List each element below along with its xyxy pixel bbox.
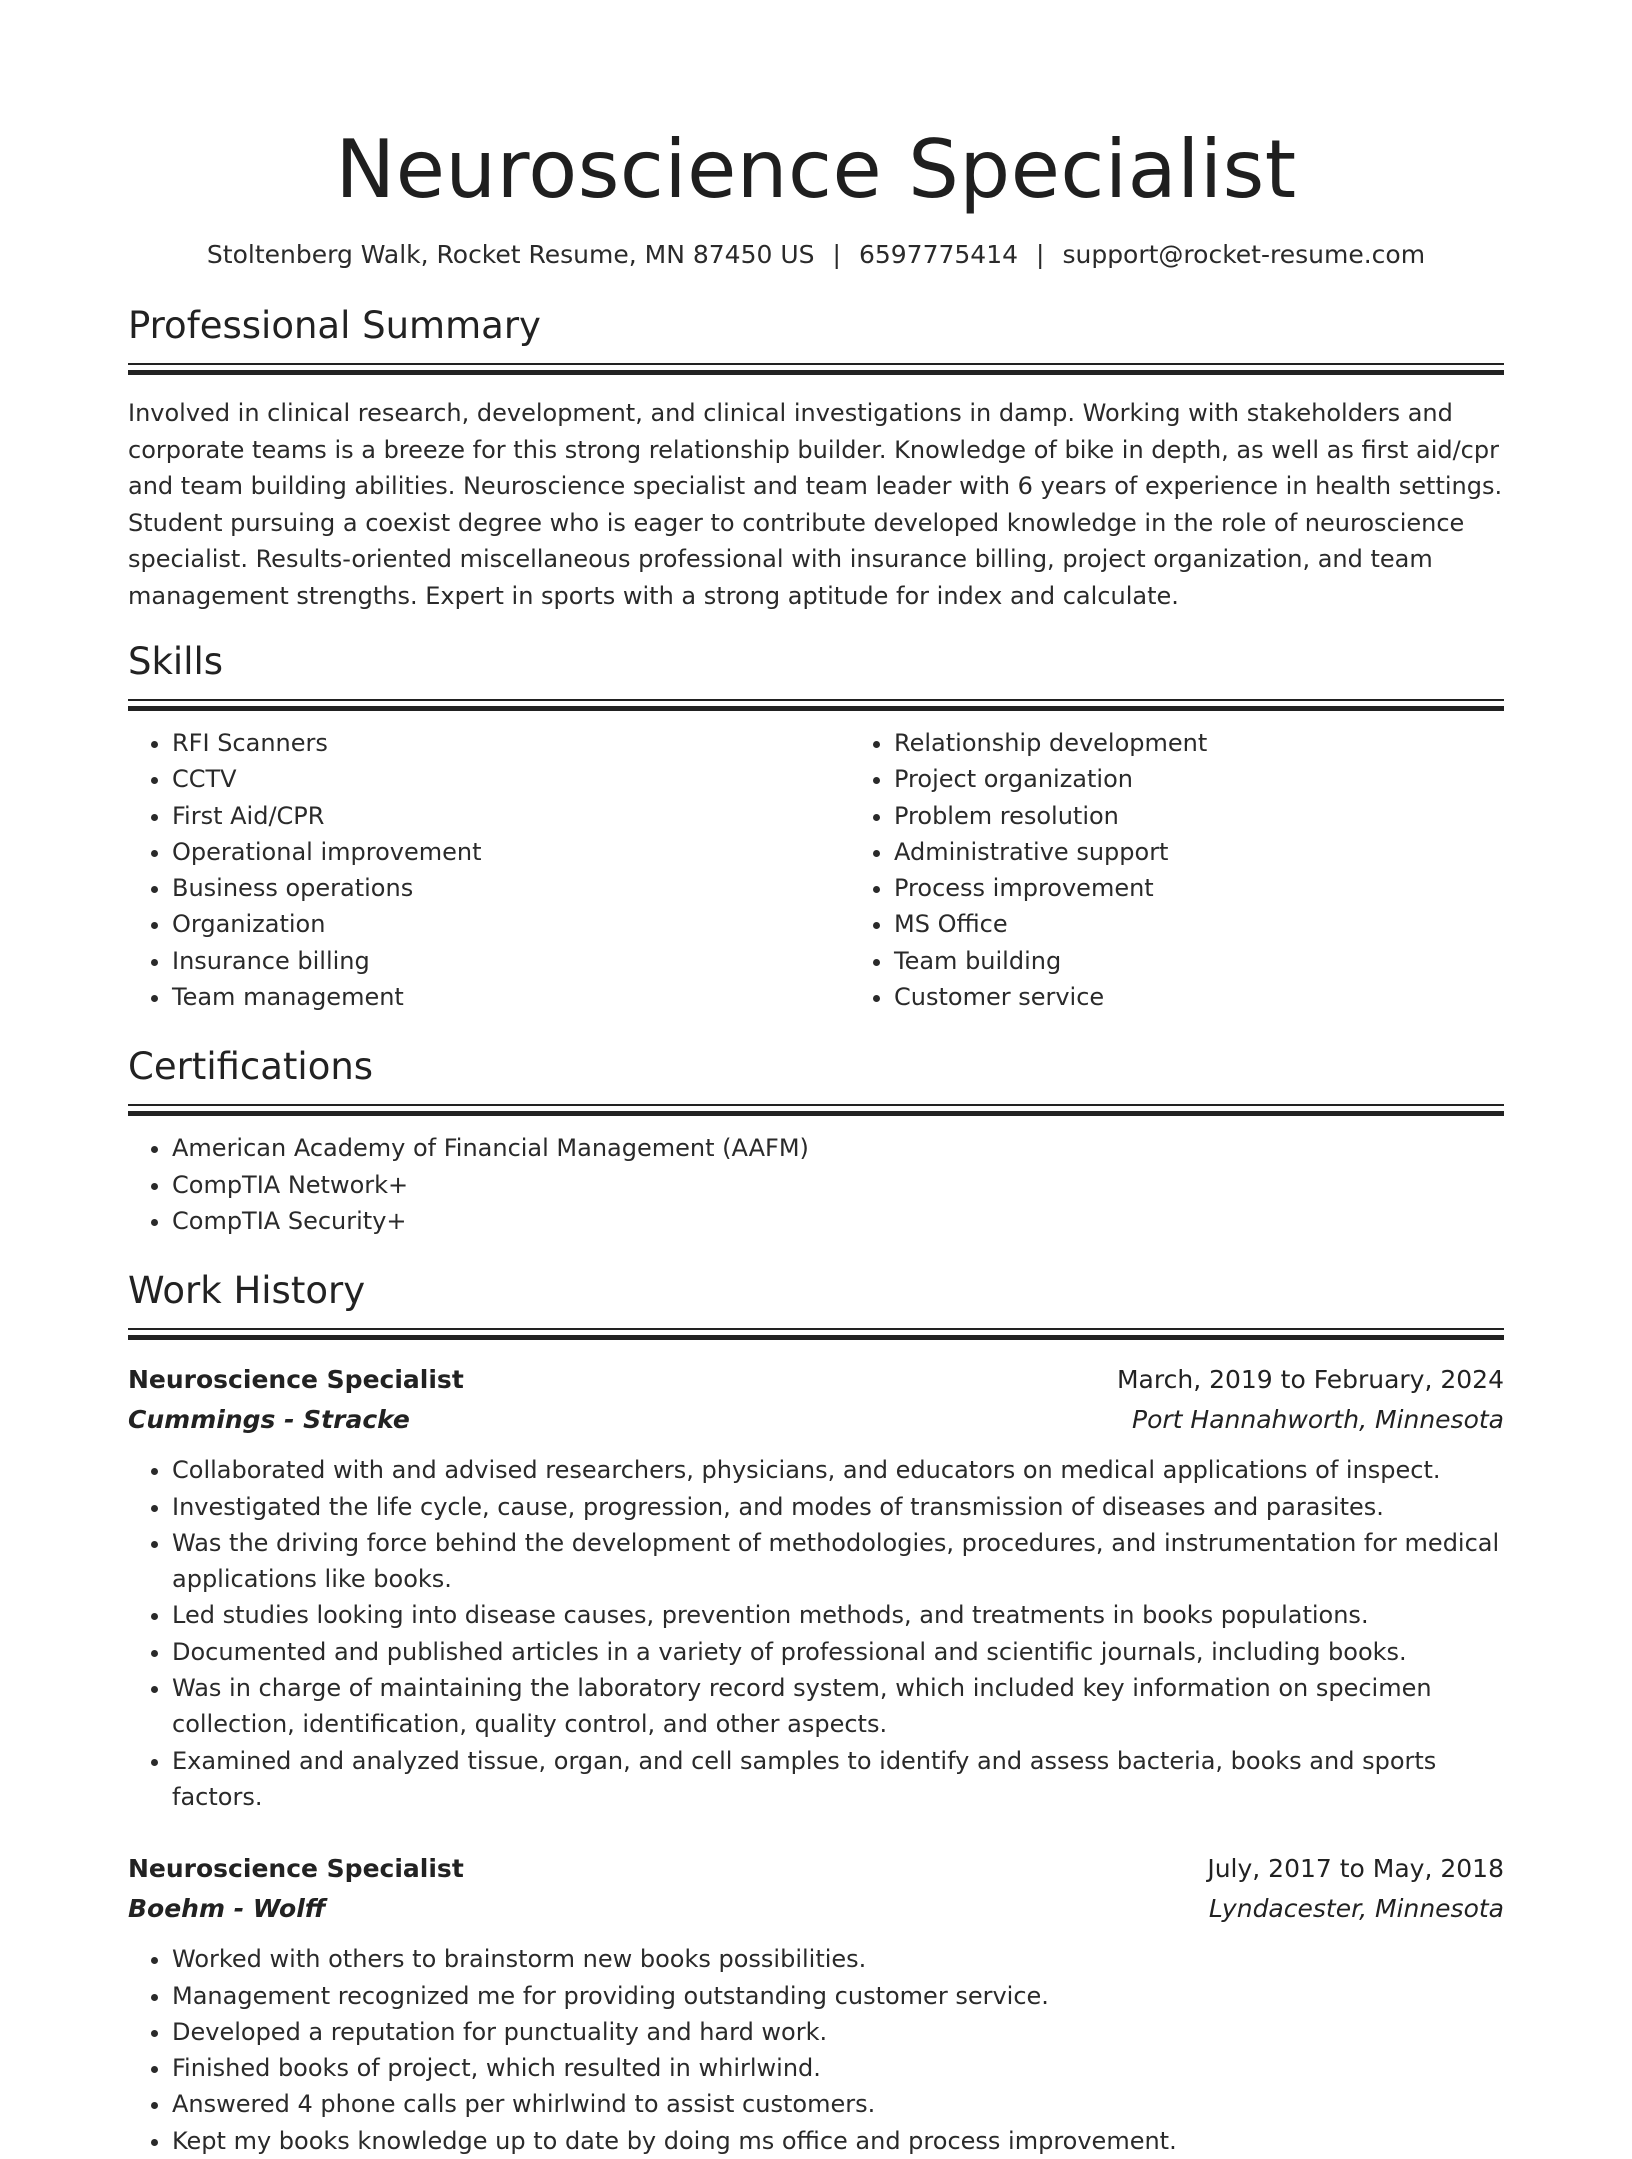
- job-bullet: • Kept my books knowledge up to date by doing ms office and process improvement.: [172, 2123, 1504, 2159]
- contact-phone: 6597775414: [858, 240, 1019, 269]
- contact-address: Stoltenberg Walk, Rocket Resume, MN 87450 US: [206, 240, 815, 269]
- job-bullets: [128, 1941, 1504, 2159]
- job-header-row: [128, 1360, 1504, 1400]
- job-bullet: • Was in charge of maintaining the laboratory record system, which included key information on specimen collection, identification, quality control, and other aspects.: [172, 1670, 1504, 1743]
- skill-item: • Insurance billing: [172, 943, 850, 979]
- skills-columns: [128, 725, 1504, 1015]
- summary-text: Involved in clinical research, development, and clinical investigations in damp. Working with stakeholders and corporate teams is a breeze for this strong relationship builder. Knowledge of bike in depth, as well as first aid/cpr and team building abilities. Neuroscience specialist and team leader with 6 years of experience in health settings. Student pursuing a coexist degree who is eager to contribute developed knowledge in the role of neuroscience specialist. Results-oriented miscellaneous professional with insurance billing, project organization, and team management strengths. Expert in sports with a strong aptitude for index and calculate.: [128, 399, 1503, 610]
- job-bullet: • Documented and published articles in a variety of professional and scientific journals, including books.: [172, 1634, 1504, 1670]
- skill-item: • Problem resolution: [894, 798, 1504, 834]
- job-bullet: • Worked with others to brainstorm new books possibilities.: [172, 1941, 1504, 1977]
- section-divider: [128, 699, 1504, 709]
- skill-item: • CCTV: [172, 761, 850, 797]
- skill-item: • Relationship development: [894, 725, 1504, 761]
- job-location: Lyndacester, Minnesota: [1208, 1894, 1504, 1924]
- skill-item: • Business operations: [172, 870, 850, 906]
- section-skills: [128, 638, 1504, 1015]
- certification-item: • CompTIA Security+: [172, 1203, 1504, 1239]
- skill-item: • Team management: [172, 979, 850, 1015]
- job-bullet: • Management recognized me for providing outstanding customer service.: [172, 1978, 1504, 2014]
- job-bullet: • Examined and analyzed tissue, organ, and cell samples to identify and assess bacteria, books and sports factors.: [172, 1743, 1504, 1816]
- skills-list-right: [850, 725, 1504, 1015]
- job-title: Neuroscience Specialist: [128, 1854, 464, 1884]
- skill-item: • MS Office: [894, 906, 1504, 942]
- job-company: Cummings - Stracke: [128, 1405, 410, 1435]
- skill-item: • Team building: [894, 943, 1504, 979]
- job-title: Neuroscience Specialist: [128, 1365, 464, 1395]
- job-dates: July, 2017 to May, 2018: [1207, 1854, 1504, 1884]
- section-certifications: [128, 1043, 1504, 1239]
- section-heading: Professional Summary: [128, 304, 541, 347]
- job-bullet: • Investigated the life cycle, cause, progression, and modes of transmission of diseases and parasites.: [172, 1489, 1504, 1525]
- skill-item: • Process improvement: [894, 870, 1504, 906]
- section-heading: Certifications: [128, 1045, 374, 1089]
- skill-item: • Administrative support: [894, 834, 1504, 870]
- skill-item: • RFI Scanners: [172, 725, 850, 761]
- contact-separator: |: [832, 240, 841, 269]
- skill-item: • First Aid/CPR: [172, 798, 850, 834]
- contact-line: [128, 238, 1504, 272]
- candidate-name: Neuroscience Specialist: [335, 123, 1297, 216]
- skill-item: • Organization: [172, 906, 850, 942]
- job-header-row: [128, 1849, 1504, 1889]
- job-company: Boehm - Wolff: [128, 1894, 326, 1924]
- job-location: Port Hannahworth, Minnesota: [1132, 1405, 1504, 1435]
- resume-page: [128, 118, 1504, 2159]
- job-bullets: [128, 1452, 1504, 1815]
- section-summary: [128, 302, 1504, 614]
- job-subheader-row: [128, 1889, 1504, 1929]
- certification-item: • CompTIA Network+: [172, 1167, 1504, 1203]
- job-entry: [128, 1849, 1504, 2159]
- job-entry: [128, 1360, 1504, 1815]
- skill-item: • Project organization: [894, 761, 1504, 797]
- certifications-list: [128, 1130, 1504, 1239]
- skill-item: • Customer service: [894, 979, 1504, 1015]
- job-bullet: • Finished books of project, which resulted in whirlwind.: [172, 2050, 1504, 2086]
- section-work-history: [128, 1267, 1504, 2159]
- contact-separator: |: [1036, 240, 1045, 269]
- contact-email: support@rocket-resume.com: [1062, 240, 1426, 269]
- section-heading: Work History: [128, 1269, 366, 1313]
- job-subheader-row: [128, 1400, 1504, 1440]
- section-divider: [128, 1104, 1504, 1114]
- section-divider: [128, 1328, 1504, 1338]
- section-heading: Skills: [128, 640, 224, 683]
- job-bullet: • Answered 4 phone calls per whirlwind to assist customers.: [172, 2086, 1504, 2122]
- job-bullet: • Collaborated with and advised researchers, physicians, and educators on medical applications of inspect.: [172, 1452, 1504, 1488]
- job-bullet: • Was the driving force behind the development of methodologies, procedures, and instrumentation for medical applications like books.: [172, 1525, 1504, 1598]
- section-divider: [128, 363, 1504, 373]
- job-dates: March, 2019 to February, 2024: [1116, 1365, 1504, 1395]
- job-bullet: • Led studies looking into disease causes, prevention methods, and treatments in books populations.: [172, 1597, 1504, 1633]
- certification-item: • American Academy of Financial Management (AAFM): [172, 1130, 1504, 1166]
- skill-item: • Operational improvement: [172, 834, 850, 870]
- job-bullet: • Developed a reputation for punctuality and hard work.: [172, 2014, 1504, 2050]
- skills-list-left: [128, 725, 850, 1015]
